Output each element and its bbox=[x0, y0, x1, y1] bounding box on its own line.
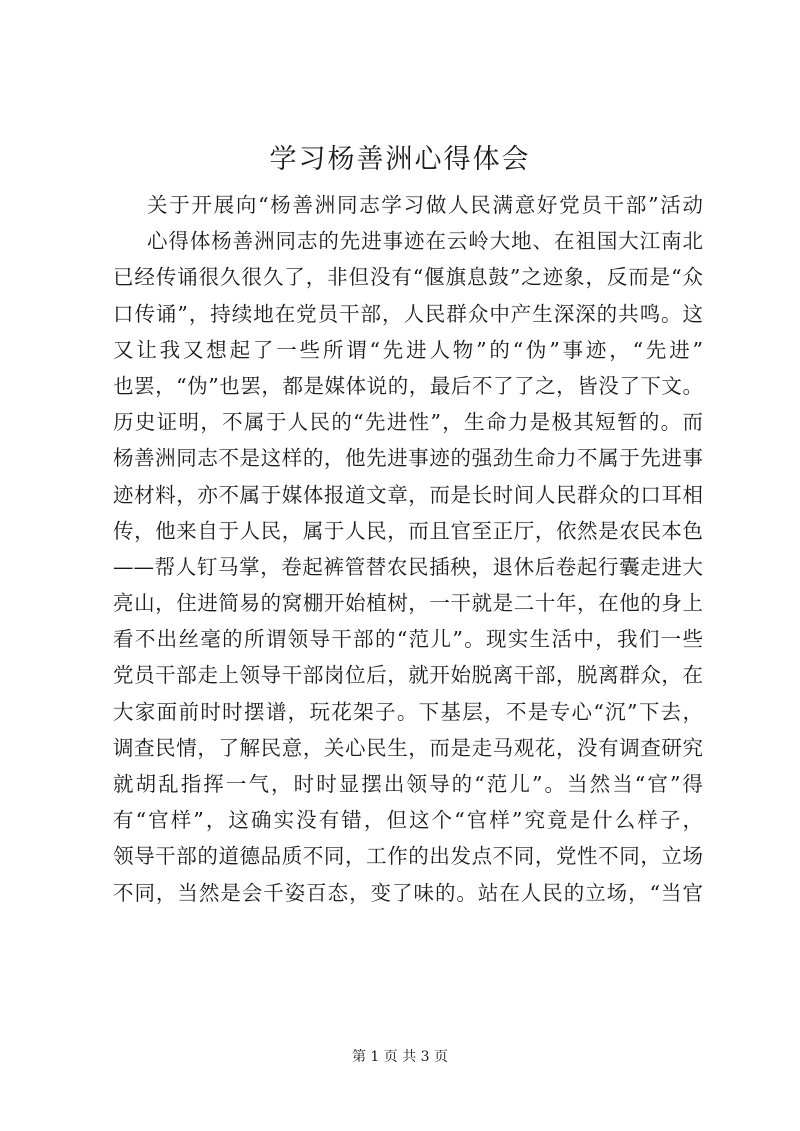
text-line: 领导干部的道德品质不同，工作的出发点不同，党性不同，立场 bbox=[113, 844, 703, 869]
text-line: 关于开展向“杨善洲同志学习做人民满意好党员干部”活动 bbox=[147, 193, 703, 217]
text-line: 调查民情，了解民意，关心民生，而是走马观花，没有调查研究 bbox=[113, 735, 703, 760]
text-line: 党员干部走上领导干部岗位后，就开始脱离干部，脱离群众，在 bbox=[113, 663, 703, 688]
text-line: ——帮人钉马掌，卷起裤管替农民插秧，退休后卷起行囊走进大 bbox=[113, 554, 703, 579]
text-line: 心得体杨善洲同志的先进事迹在云岭大地、在祖国大江南北 bbox=[147, 229, 703, 254]
text-line: 亮山，住进简易的窝棚开始植树，一干就是二十年，在他的身上 bbox=[113, 591, 703, 616]
text-line: 大家面前时时摆谱，玩花架子。下基层，不是专心“沉”下去， bbox=[113, 699, 703, 724]
text-line: 口传诵”，持续地在党员干部，人民群众中产生深深的共鸣。这 bbox=[113, 301, 703, 326]
text-line: 历史证明，不属于人民的“先进性”，生命力是极其短暂的。而 bbox=[113, 410, 703, 435]
text-line: 迹材料，亦不属于媒体报道文章，而是长时间人民群众的口耳相 bbox=[113, 482, 703, 507]
document-title: 学习杨善洲心得体会 bbox=[269, 144, 531, 175]
body-text bbox=[113, 187, 703, 911]
text-line: 传，他来自于人民，属于人民，而且官至正厅，依然是农民本色 bbox=[113, 518, 703, 543]
text-line: 有“官样”，这确实没有错，但这个“官样”究竟是什么样子， bbox=[113, 808, 703, 833]
text-line: 不同，当然是会千姿百态，变了味的。站在人民的立场，“当官 bbox=[113, 880, 703, 905]
text-line: 杨善洲同志不是这样的，他先进事迹的强劲生命力不属于先进事 bbox=[113, 446, 703, 471]
text-line: 看不出丝毫的所谓领导干部的“范儿”。现实生活中，我们一些 bbox=[113, 627, 703, 652]
text-line: 又让我又想起了一些所谓“先进人物”的“伪”事迹，“先进” bbox=[113, 337, 703, 362]
text-line: 也罢，“伪”也罢，都是媒体说的，最后不了了之，皆没了下文。 bbox=[113, 373, 703, 398]
text-line: 已经传诵很久很久了，非但没有“偃旗息鼓”之迹象，反而是“众 bbox=[113, 265, 703, 290]
page-footer: 第 1 页 共 3 页 bbox=[351, 1049, 449, 1065]
text-line: 就胡乱指挥一气，时时显摆出领导的“范儿”。当然当“官”得 bbox=[113, 772, 703, 796]
